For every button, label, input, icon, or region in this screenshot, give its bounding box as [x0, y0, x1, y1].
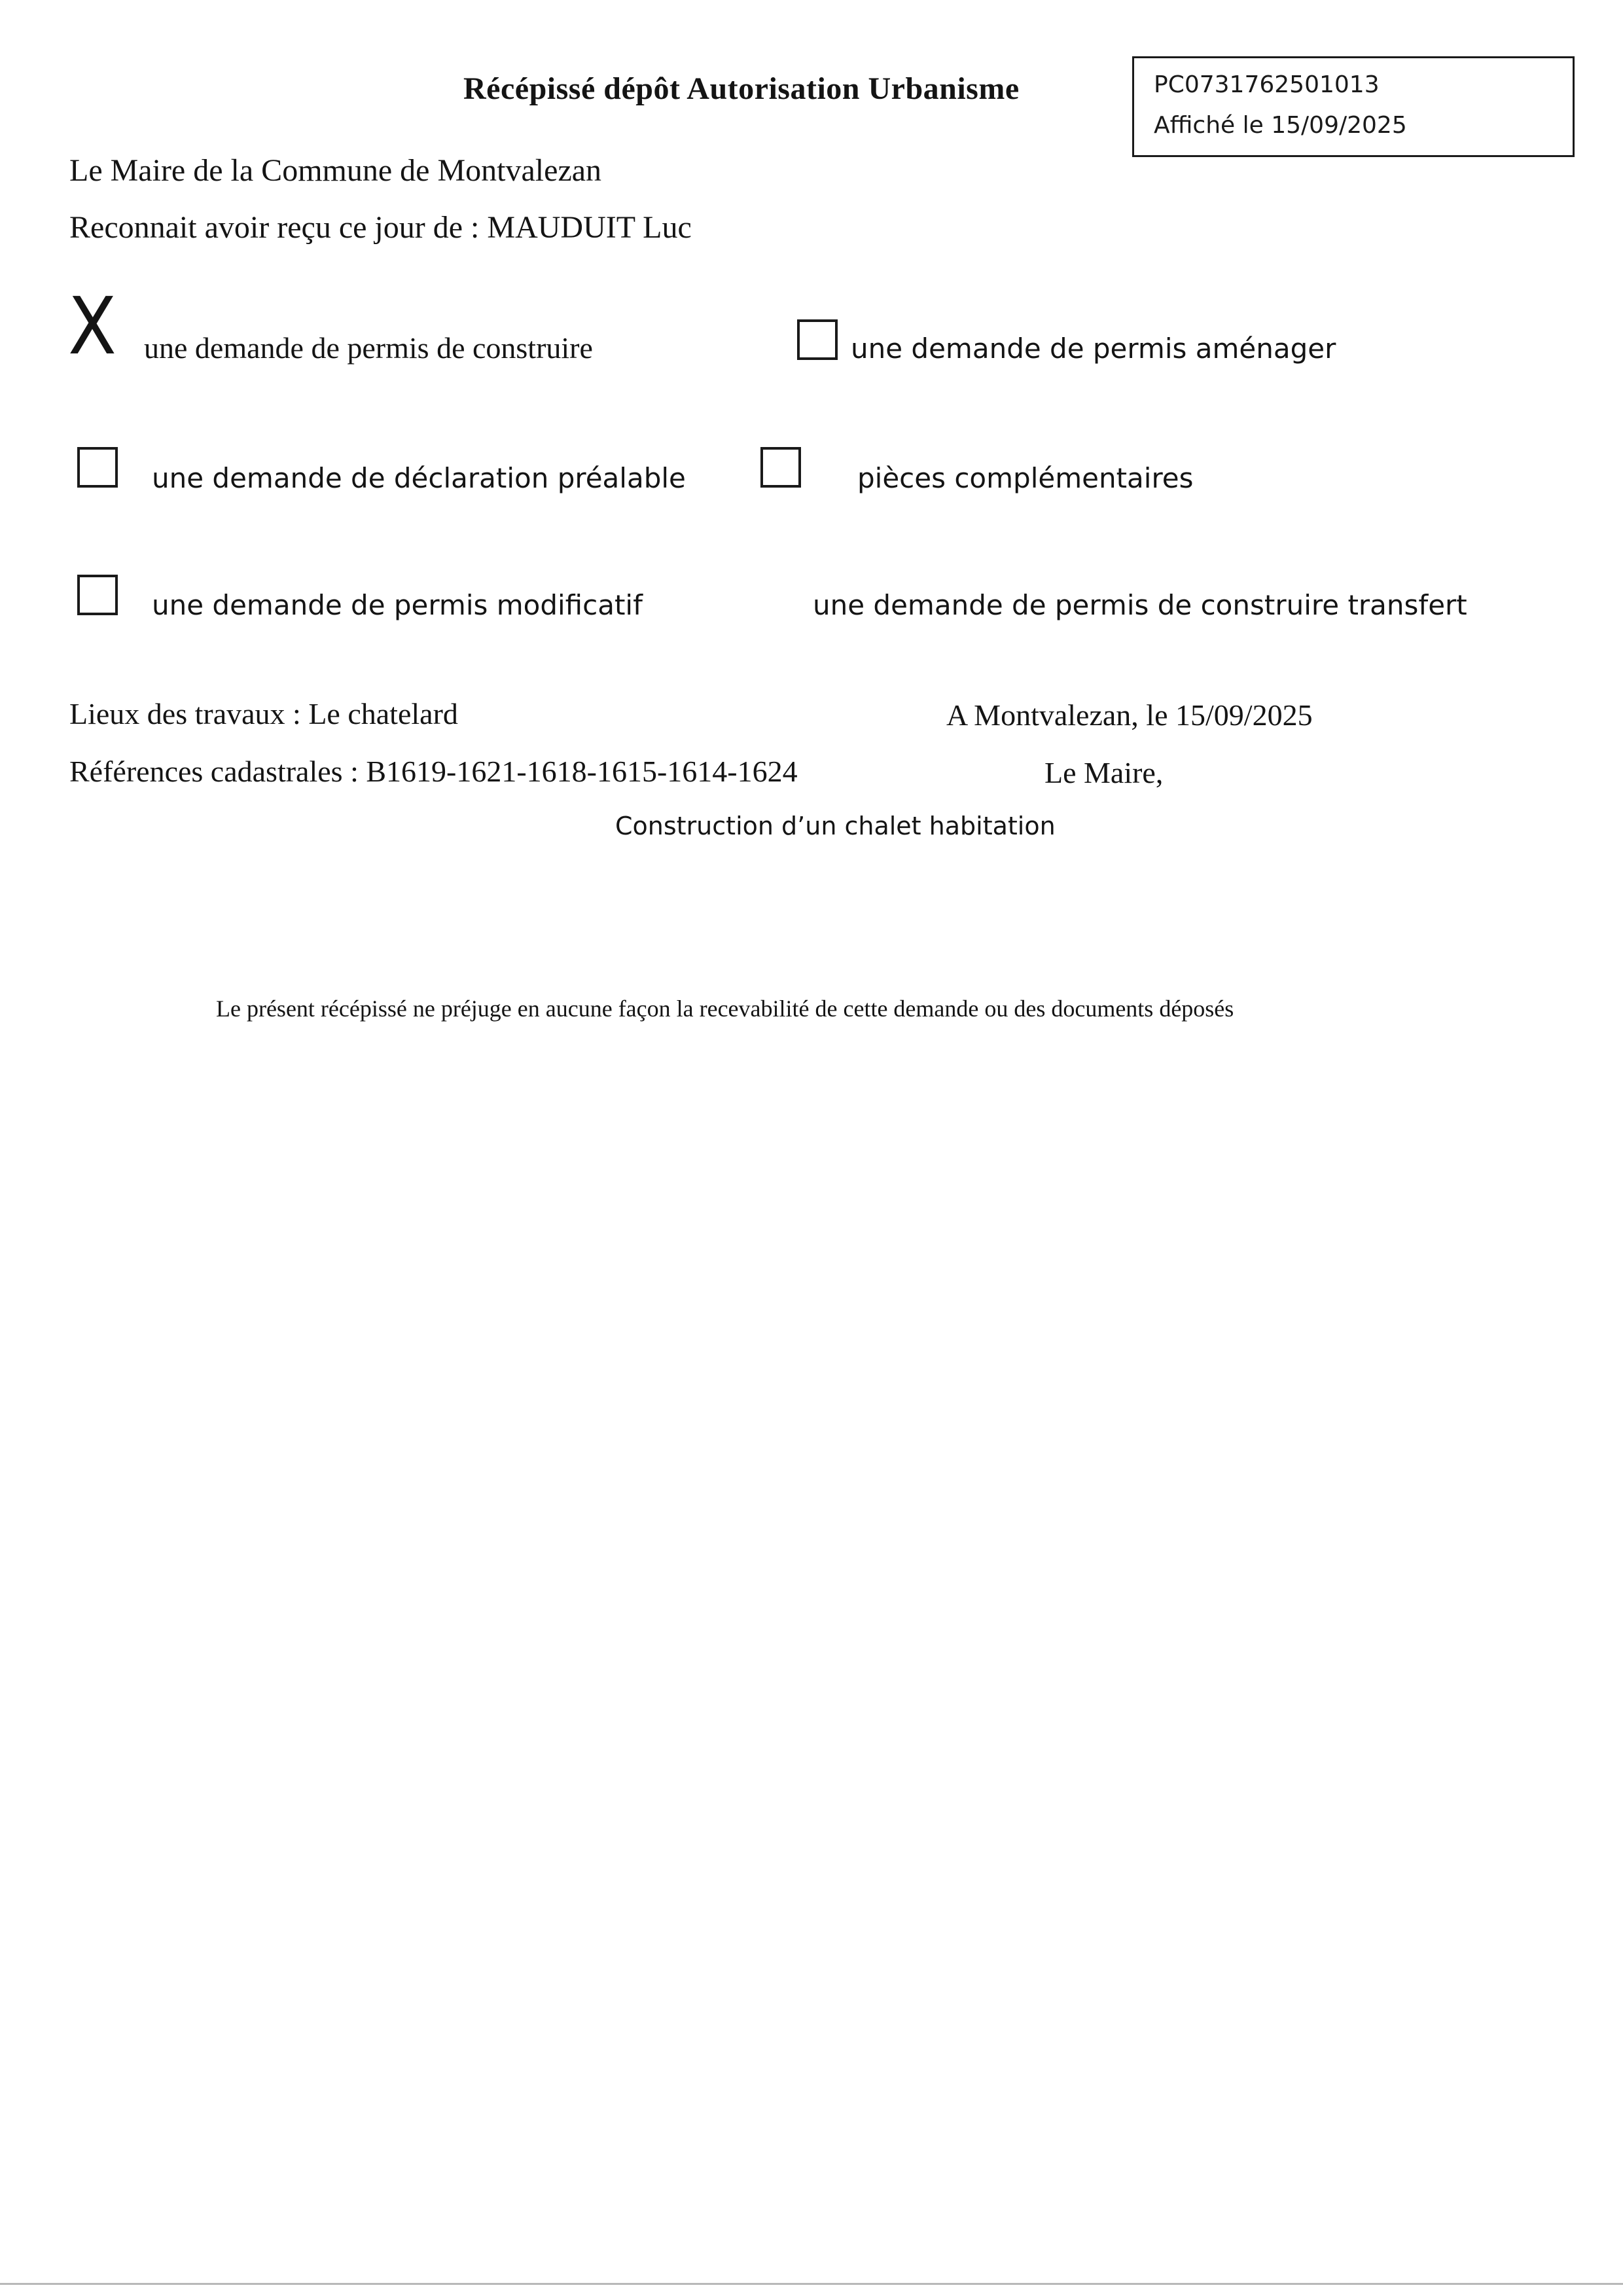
checkbox-permis-modificatif[interactable] [77, 575, 118, 615]
checkbox-declaration-prealable[interactable] [77, 447, 118, 488]
option-permis-modificatif-label: une demande de permis modificatif [152, 589, 643, 621]
mayor-commune-line: Le Maire de la Commune de Montvalezan [69, 153, 602, 188]
option-pieces-complementaires-label: pièces complémentaires [857, 462, 1194, 494]
works-location: Lieux des travaux : Le chatelard [69, 697, 458, 730]
disclaimer-note: Le présent récépissé ne préjuge en aucune façon la recevabilité de cette demande ou des documents déposés [216, 996, 1234, 1022]
receipt-applicant-line: Reconnait avoir reçu ce jour de : MAUDUIT Luc [69, 210, 692, 245]
reference-box [1132, 56, 1575, 157]
option-permis-transfert-label: une demande de permis de construire transfert [813, 589, 1467, 621]
checkbox-pieces-complementaires[interactable] [760, 447, 801, 488]
document-title: Récépissé dépôt Autorisation Urbanisme [463, 71, 1020, 106]
display-date: Affiché le 15/09/2025 [1154, 112, 1407, 139]
scan-bottom-edge [0, 2283, 1623, 2285]
checked-x-mark-icon: X [68, 281, 116, 372]
checkbox-permis-amenager[interactable] [797, 319, 838, 360]
signatory-label: Le Maire, [1044, 756, 1164, 789]
cadastral-references: Références cadastrales : B1619-1621-1618-1615-1614-1624 [69, 755, 798, 788]
option-permis-construire-label: une demande de permis de construire [144, 331, 593, 365]
reference-number: PC0731762501013 [1154, 71, 1380, 98]
project-description: Construction d’un chalet habitation [615, 812, 1056, 840]
option-declaration-prealable-label: une demande de déclaration préalable [152, 462, 686, 494]
place-and-date: A Montvalezan, le 15/09/2025 [946, 698, 1313, 732]
option-permis-amenager-label: une demande de permis aménager [851, 332, 1336, 365]
